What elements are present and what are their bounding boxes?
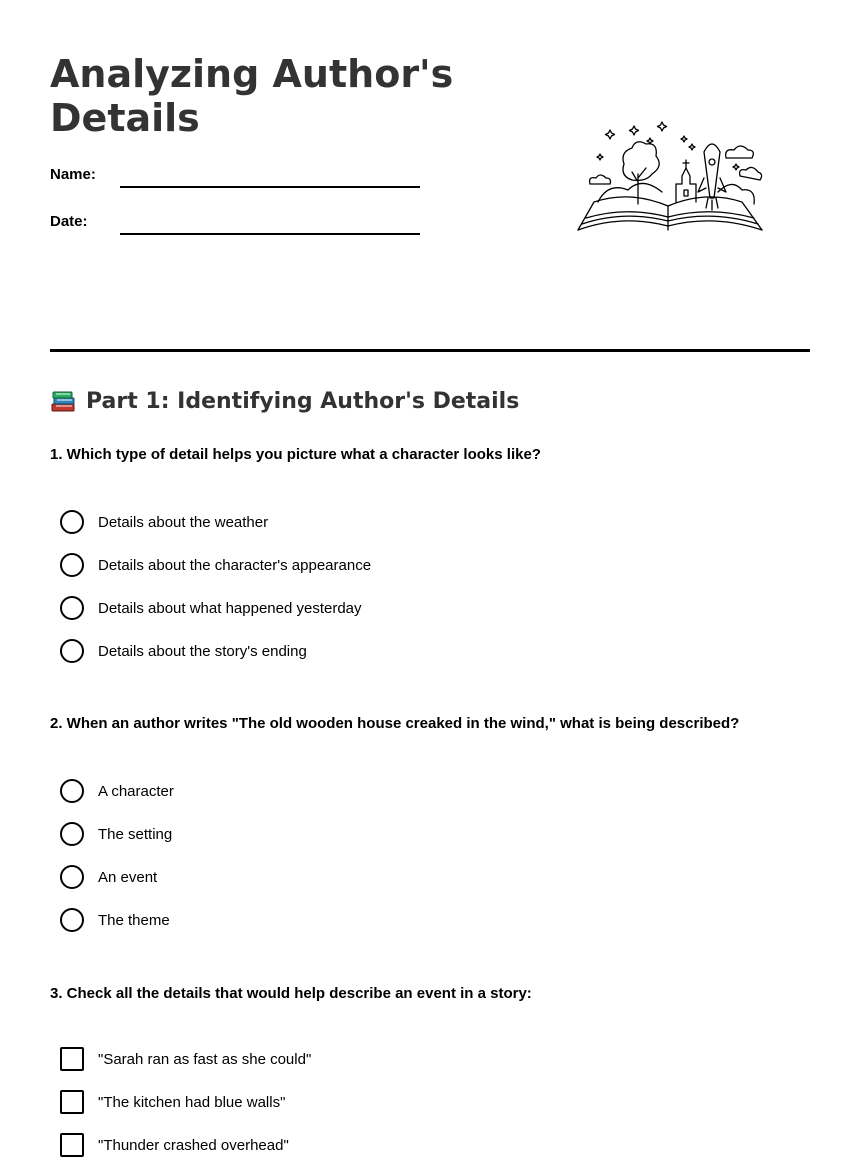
part1-title: Part 1: Identifying Author's Details — [86, 388, 520, 414]
book-illustration-icon — [572, 118, 768, 240]
q3-option-2[interactable] — [60, 1090, 285, 1114]
name-field[interactable] — [50, 166, 430, 196]
option-label: Details about what happened yesterday — [98, 599, 362, 617]
option-label: The setting — [98, 825, 173, 843]
option-label: "Thunder crashed overhead" — [98, 1136, 289, 1154]
option-label: A character — [98, 782, 174, 800]
option-label: "The kitchen had blue walls" — [98, 1093, 286, 1111]
q1-option-2[interactable] — [60, 553, 371, 577]
date-label: Date: — [50, 213, 88, 230]
q3-option-1[interactable] — [60, 1047, 311, 1071]
q2-option-3[interactable] — [60, 865, 157, 889]
q2-option-1[interactable] — [60, 779, 174, 803]
question-3: 3. Check all the details that would help describe an event in a story: — [50, 985, 532, 1002]
option-label: An event — [98, 868, 158, 886]
question-1: 1. Which type of detail helps you picture what a character looks like? — [50, 446, 541, 463]
q1-option-1[interactable] — [60, 510, 268, 534]
date-field[interactable] — [50, 213, 430, 243]
part1-heading — [50, 388, 519, 414]
option-label: Details about the weather — [98, 513, 269, 531]
option-label: "Sarah ran as fast as she could" — [98, 1050, 312, 1068]
option-label: Details about the story's ending — [98, 642, 307, 660]
checkbox[interactable] — [60, 1090, 84, 1114]
q2-option-4[interactable] — [60, 908, 170, 932]
q1-option-3[interactable] — [60, 596, 362, 620]
name-input-line[interactable] — [120, 186, 420, 188]
checkbox[interactable] — [60, 1133, 84, 1157]
radio-button[interactable] — [60, 779, 84, 803]
checkbox[interactable] — [60, 1047, 84, 1071]
date-input-line[interactable] — [120, 233, 420, 235]
q3-option-3[interactable] — [60, 1133, 289, 1157]
books-icon — [50, 388, 76, 414]
radio-button[interactable] — [60, 908, 84, 932]
radio-button[interactable] — [60, 510, 84, 534]
option-label: Details about the character's appearance — [98, 556, 372, 574]
question-2: 2. When an author writes "The old wooden house creaked in the wind," what is being described? — [50, 715, 740, 732]
radio-button[interactable] — [60, 865, 84, 889]
section-divider — [50, 349, 810, 352]
option-label: The theme — [98, 911, 170, 929]
radio-button[interactable] — [60, 596, 84, 620]
name-label: Name: — [50, 166, 96, 183]
radio-button[interactable] — [60, 553, 84, 577]
radio-button[interactable] — [60, 822, 84, 846]
q1-option-4[interactable] — [60, 639, 307, 663]
page-title: Analyzing Author's Details — [50, 52, 454, 140]
q2-option-2[interactable] — [60, 822, 172, 846]
radio-button[interactable] — [60, 639, 84, 663]
